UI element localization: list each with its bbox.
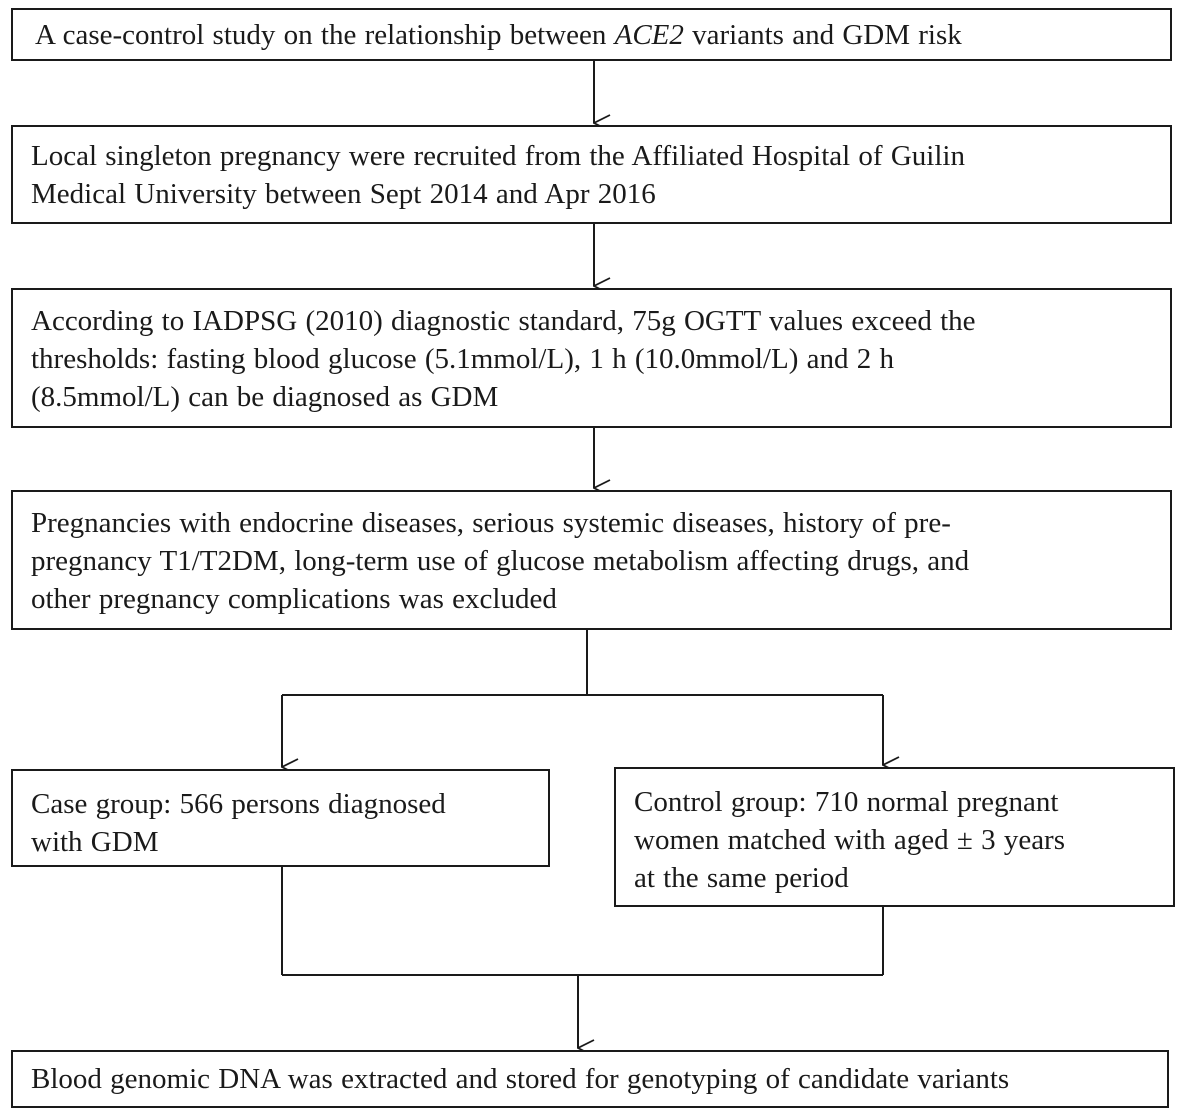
- recruitment-box: [11, 125, 1172, 224]
- study-title-box: [11, 8, 1172, 61]
- case-group-line-1: Case group: 566 persons diagnosed: [31, 788, 446, 820]
- control-group-line-1: Control group: 710 normal pregnant: [634, 786, 1059, 818]
- diagnostic-criteria-box: [11, 288, 1172, 428]
- exclusion-line-1: Pregnancies with endocrine diseases, serious systemic diseases, history of pre-: [31, 507, 951, 539]
- control-group-box: [614, 767, 1175, 907]
- criteria-line-2: thresholds: fasting blood glucose (5.1mmol/L), 1 h (10.0mmol/L) and 2 h: [31, 343, 894, 375]
- recruitment-line-1: Local singleton pregnancy were recruited from the Affiliated Hospital of Guilin: [31, 140, 965, 172]
- exclusion-criteria-box: [11, 490, 1172, 630]
- dna-line-1: Blood genomic DNA was extracted and stored for genotyping of candidate variants: [31, 1063, 1010, 1095]
- criteria-line-3: (8.5mmol/L) can be diagnosed as GDM: [31, 381, 499, 413]
- case-group-box: [11, 769, 550, 867]
- study-title-tail: variants and GDM risk: [683, 19, 962, 51]
- study-title-text: [31, 16, 1152, 54]
- exclusion-line-2: pregnancy T1/T2DM, long-term use of glucose metabolism affecting drugs, and: [31, 545, 970, 577]
- study-title-gene: ACE2: [614, 19, 684, 51]
- recruitment-line-2: Medical University between Sept 2014 and Apr 2016: [31, 178, 656, 210]
- control-group-line-2: women matched with aged ± 3 years: [634, 824, 1066, 856]
- control-group-line-3: at the same period: [634, 862, 849, 894]
- study-title-lead: A case-control study on the relationship between: [35, 19, 615, 51]
- criteria-line-1: According to IADPSG (2010) diagnostic standard, 75g OGTT values exceed the: [31, 305, 976, 337]
- dna-extraction-box: [11, 1050, 1169, 1108]
- exclusion-line-3: other pregnancy complications was excluded: [31, 583, 557, 615]
- case-group-line-2: with GDM: [31, 826, 159, 858]
